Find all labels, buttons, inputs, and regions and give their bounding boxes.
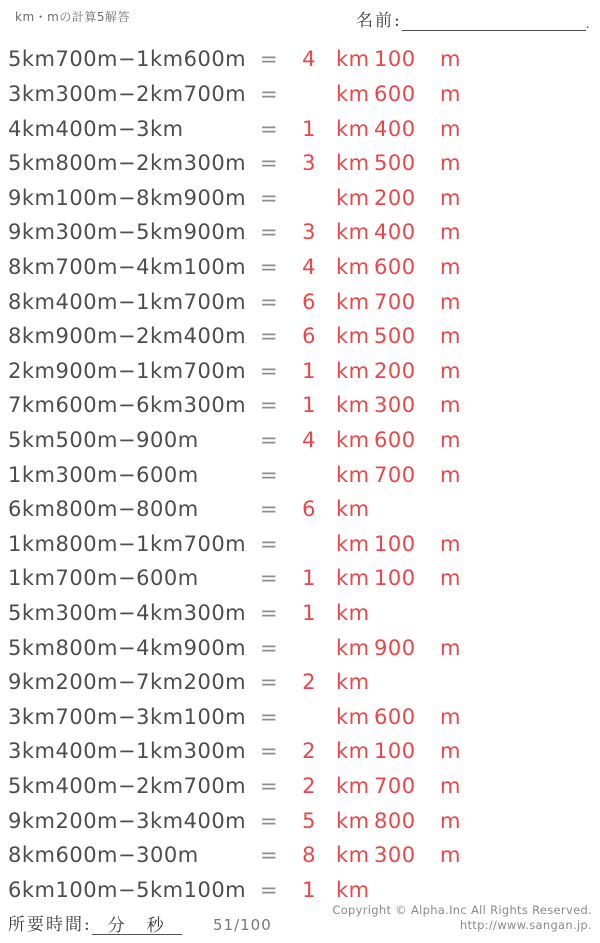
equals-sign: = [260,808,279,833]
equals-sign: = [260,704,279,729]
answer-km-unit: km [336,497,370,522]
answer-m-unit: m [440,81,461,106]
equals-sign: = [260,254,279,279]
answer-km-value: 6 [302,324,316,349]
answer-km-unit: km [336,81,370,106]
answer-m-unit: m [440,808,461,833]
problem-expression: 5km700m−1km600m [8,47,247,72]
problem-row [0,630,600,665]
answer-km-unit: km [336,566,370,591]
answer-km-unit: km [336,324,370,349]
problem-row [0,803,600,838]
answer-km-value: 8 [302,843,316,868]
problem-expression: 9km100m−8km900m [8,185,247,210]
answer-m-value: 600 [374,81,416,106]
equals-sign: = [260,531,279,556]
answer-m-value: 100 [374,531,416,556]
problem-row [0,215,600,250]
problem-expression: 1km300m−600m [8,462,199,487]
problem-expression: 5km800m−4km900m [8,635,247,660]
answer-km-unit: km [336,116,370,141]
copyright-line: Copyright © Alpha.Inc All Rights Reserved. [332,903,592,917]
problem-row [0,700,600,735]
answer-m-value: 100 [374,47,416,72]
problem-row [0,180,600,215]
answer-km-unit: km [336,428,370,452]
problem-expression: 6km100m−5km100m [8,877,247,902]
answer-km-value: 3 [302,151,316,176]
equals-sign: = [260,151,279,176]
problem-row [0,319,600,354]
answer-km-unit: km [336,47,370,72]
answer-m-value: 400 [374,116,416,141]
score-counter: 51/100 [213,916,272,934]
problem-row [0,42,600,77]
equals-sign: = [260,220,279,245]
answer-m-value: 900 [374,635,416,660]
answer-m-value: 400 [374,220,416,245]
problem-expression: 6km800m−800m [8,497,199,522]
answer-km-unit: km [336,185,370,210]
answer-km-value: 5 [302,808,316,833]
problem-expression: 8km600m−300m [8,843,199,868]
equals-sign: = [260,601,279,626]
answer-km-value: 2 [302,739,316,764]
equals-sign: = [260,185,279,210]
answer-km-value: 4 [302,47,316,72]
answer-m-value: 200 [374,358,416,383]
problem-expression: 5km800m−2km300m [8,151,247,176]
answer-km-unit: km [336,739,370,764]
answer-m-value: 600 [374,254,416,279]
problem-expression: 5km500m−900m [8,428,199,452]
equals-sign: = [260,566,279,591]
name-label: 名前: [356,11,402,31]
answer-m-value: 500 [374,151,416,176]
equals-sign: = [260,393,279,418]
answer-m-unit: m [440,739,461,764]
answer-m-unit: m [440,635,461,660]
equals-sign: = [260,462,279,487]
answer-km-unit: km [336,358,370,383]
answer-m-value: 200 [374,185,416,210]
problem-expression: 2km900m−1km700m [8,358,247,383]
problem-expression: 8km700m−4km100m [8,254,247,279]
page-title: km・mの計算5解答 [15,10,130,24]
name-blank-line [402,13,586,31]
answer-km-unit: km [336,393,370,418]
answer-km-unit: km [336,635,370,660]
answer-km-unit: km [336,151,370,176]
problem-expression: 5km400m−2km700m [8,774,247,799]
answer-m-value: 100 [374,566,416,591]
name-line-end-dot: . [585,17,592,31]
answer-km-unit: km [336,877,370,902]
copyright-url: http://www.sangan.jp. [459,918,592,932]
problem-row [0,492,600,527]
equals-sign: = [260,289,279,314]
answer-m-unit: m [440,774,461,799]
answer-m-value: 500 [374,324,416,349]
problem-row [0,457,600,492]
answer-m-unit: m [440,324,461,349]
answer-m-unit: m [440,220,461,245]
time-blank-line [92,911,182,935]
problem-row [0,769,600,804]
answer-km-value: 1 [302,116,316,141]
time-label: 所要時間: [8,915,92,935]
answer-km-unit: km [336,601,370,626]
answer-m-unit: m [440,185,461,210]
answer-km-value: 1 [302,358,316,383]
answer-km-value: 6 [302,289,316,314]
minutes-unit-label: 分 [107,916,127,936]
problem-row [0,250,600,285]
equals-sign: = [260,497,279,522]
answer-m-unit: m [440,531,461,556]
answer-m-unit: m [440,462,461,487]
equals-sign: = [260,877,279,902]
problem-row [0,596,600,631]
problem-expression: 1km700m−600m [8,566,199,591]
copyright-block [332,903,592,933]
time-field [8,910,182,935]
answer-m-value: 100 [374,739,416,764]
problem-row [0,527,600,562]
answer-m-unit: m [440,151,461,176]
problem-expression: 3km700m−3km100m [8,704,247,729]
equals-sign: = [260,635,279,660]
problem-row [0,665,600,700]
problem-row [0,423,600,458]
equals-sign: = [260,670,279,695]
answer-km-unit: km [336,289,370,314]
answer-m-value: 700 [374,462,416,487]
answer-m-value: 600 [374,704,416,729]
answer-m-value: 700 [374,289,416,314]
answer-m-value: 300 [374,393,416,418]
problem-row [0,111,600,146]
answer-m-unit: m [440,704,461,729]
answer-m-unit: m [440,254,461,279]
answer-km-value: 1 [302,877,316,902]
problem-row [0,77,600,112]
answer-km-value: 6 [302,497,316,522]
answer-m-unit: m [440,358,461,383]
problem-expression: 8km900m−2km400m [8,324,247,349]
answer-km-value: 2 [302,774,316,799]
answer-km-unit: km [336,670,370,695]
answer-km-unit: km [336,462,370,487]
problem-row [0,353,600,388]
answer-m-unit: m [440,289,461,314]
equals-sign: = [260,47,279,72]
problem-expression: 8km400m−1km700m [8,289,247,314]
equals-sign: = [260,428,279,452]
equals-sign: = [260,774,279,799]
problem-row [0,838,600,873]
problem-row [0,388,600,423]
problem-row [0,734,600,769]
equals-sign: = [260,116,279,141]
problems-list [0,42,600,907]
answer-km-value: 1 [302,393,316,418]
answer-m-unit: m [440,843,461,868]
answer-km-value: 2 [302,670,316,695]
problem-expression: 4km400m−3km [8,116,184,141]
problem-expression: 5km300m−4km300m [8,601,247,626]
seconds-unit-label: 秒 [146,916,166,936]
answer-km-unit: km [336,531,370,556]
answer-m-unit: m [440,47,461,72]
problem-row [0,561,600,596]
answer-m-unit: m [440,428,461,452]
answer-m-value: 600 [374,428,416,452]
equals-sign: = [260,324,279,349]
equals-sign: = [260,358,279,383]
answer-km-unit: km [336,774,370,799]
answer-km-value: 3 [302,220,316,245]
answer-km-value: 4 [302,428,316,452]
problem-row [0,284,600,319]
problem-expression: 3km400m−1km300m [8,739,247,764]
answer-km-value: 1 [302,566,316,591]
problem-row [0,146,600,181]
answer-km-unit: km [336,704,370,729]
problem-expression: 9km200m−7km200m [8,670,247,695]
answer-m-unit: m [440,566,461,591]
problem-expression: 7km600m−6km300m [8,393,247,418]
answer-m-value: 700 [374,774,416,799]
answer-m-value: 800 [374,808,416,833]
answer-m-unit: m [440,116,461,141]
answer-km-value: 4 [302,254,316,279]
answer-m-unit: m [440,393,461,418]
problem-expression: 9km300m−5km900m [8,220,247,245]
problem-expression: 3km300m−2km700m [8,81,247,106]
answer-km-unit: km [336,808,370,833]
problem-expression: 9km200m−3km400m [8,808,247,833]
answer-km-unit: km [336,220,370,245]
answer-km-value: 1 [302,601,316,626]
name-field [356,6,592,31]
equals-sign: = [260,739,279,764]
equals-sign: = [260,843,279,868]
answer-m-value: 300 [374,843,416,868]
equals-sign: = [260,81,279,106]
answer-km-unit: km [336,254,370,279]
answer-km-unit: km [336,843,370,868]
problem-expression: 1km800m−1km700m [8,531,247,556]
